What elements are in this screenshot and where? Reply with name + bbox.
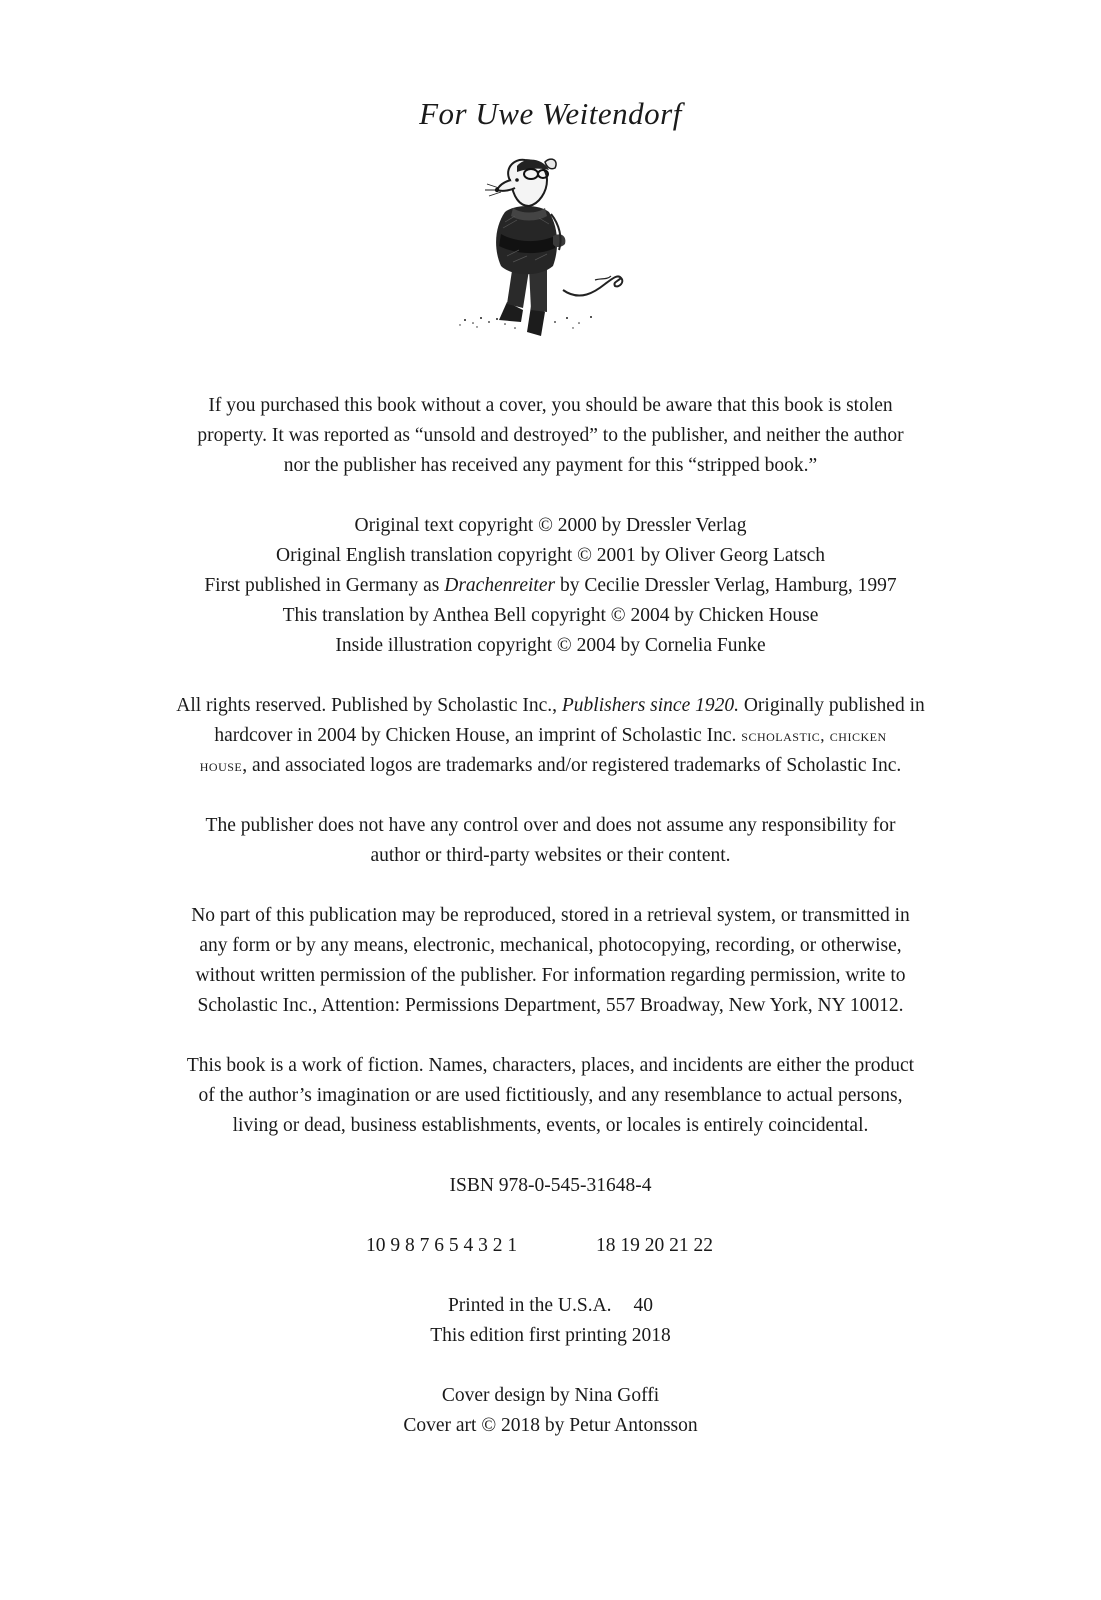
fiction-line: This book is a work of fiction. Names, characters, places, and incidents are either the product [186,1055,915,1076]
copyright-line: Original text copyright © 2000 by Dressler Verlag [354,515,747,536]
isbn [100,1171,1001,1201]
rat-illustration-icon [455,152,645,342]
print-year-numbers: 18 19 20 21 22 [596,1235,713,1256]
print-run-numbers: 10 9 8 7 6 5 4 3 2 1 [366,1235,518,1256]
printing-info [100,1291,1001,1351]
copyright-line: This translation by Anthea Bell copyright © 2004 by Chicken House [282,605,819,626]
fiction-disclaimer [100,1051,1001,1141]
printed-line: Printed in the U.S.A. 40 [100,1291,1001,1321]
permissions-line: No part of this publication may be reproduced, stored in a retrieval system, or transmitted in [191,905,910,926]
cover-art-credit: Cover art © 2018 by Petur Antonsson [403,1415,698,1436]
notice-line: If you purchased this book without a cover, you should be aware that this book is stolen [208,395,893,416]
disclaimer-line: The publisher does not have any control over and does not assume any responsibility for [205,815,896,836]
cover-credits [100,1381,1001,1441]
copyright-line: Original English translation copyright © 2001 by Oliver Georg Latsch [276,545,825,566]
permissions-line: Scholastic Inc., Attention: Permissions Department, 557 Broadway, New York, NY 10012. [197,995,904,1016]
rat-drawing [455,152,645,342]
rights-line: hardcover in 2004 by Chicken House, an imprint of Scholastic Inc. scholastic, chicken [214,725,887,746]
permissions-line: without written permission of the publisher. For information regarding permission, write to [195,965,906,986]
edition-line: This edition first printing 2018 [430,1325,671,1346]
fiction-line: living or dead, business establishments, events, or locales is entirely coincidental. [232,1115,869,1136]
dedication: For Uwe Weitendorf [419,96,682,131]
isbn-number: ISBN 978-0-545-31648-4 [449,1175,652,1196]
rights-line: All rights reserved. Published by Scholastic Inc., Publishers since 1920. Originally published in [176,695,925,716]
fiction-line: of the author’s imagination or are used fictitiously, and any resemblance to actual persons, [198,1085,903,1106]
copyright-line: First published in Germany as Drachenreiter by Cecilie Dressler Verlag, Hamburg, 1997 [204,575,897,596]
printer-code: 40 [633,1295,654,1316]
copyright-line: Inside illustration copyright © 2004 by Cornelia Funke [335,635,766,656]
rights-reserved [100,691,1001,781]
original-title: Drachenreiter [444,575,556,596]
disclaimer-line: author or third-party websites or their content. [370,845,731,866]
permissions-line: any form or by any means, electronic, mechanical, photocopying, recording, or otherwise, [199,935,902,956]
notice-line: property. It was reported as “unsold and destroyed” to the publisher, and neither the author [197,425,904,446]
copyright-credits [100,511,1001,661]
stripped-book-notice [100,391,1001,481]
cover-design-credit: Cover design by Nina Goffi [441,1385,660,1406]
print-numbers [0,1231,1101,1261]
websites-disclaimer [100,811,1001,871]
permissions-notice [100,901,1001,1021]
notice-line: nor the publisher has received any payment for this “stripped book.” [283,455,818,476]
rights-line: house, and associated logos are trademarks and/or registered trademarks of Scholastic Inc. [199,755,902,776]
